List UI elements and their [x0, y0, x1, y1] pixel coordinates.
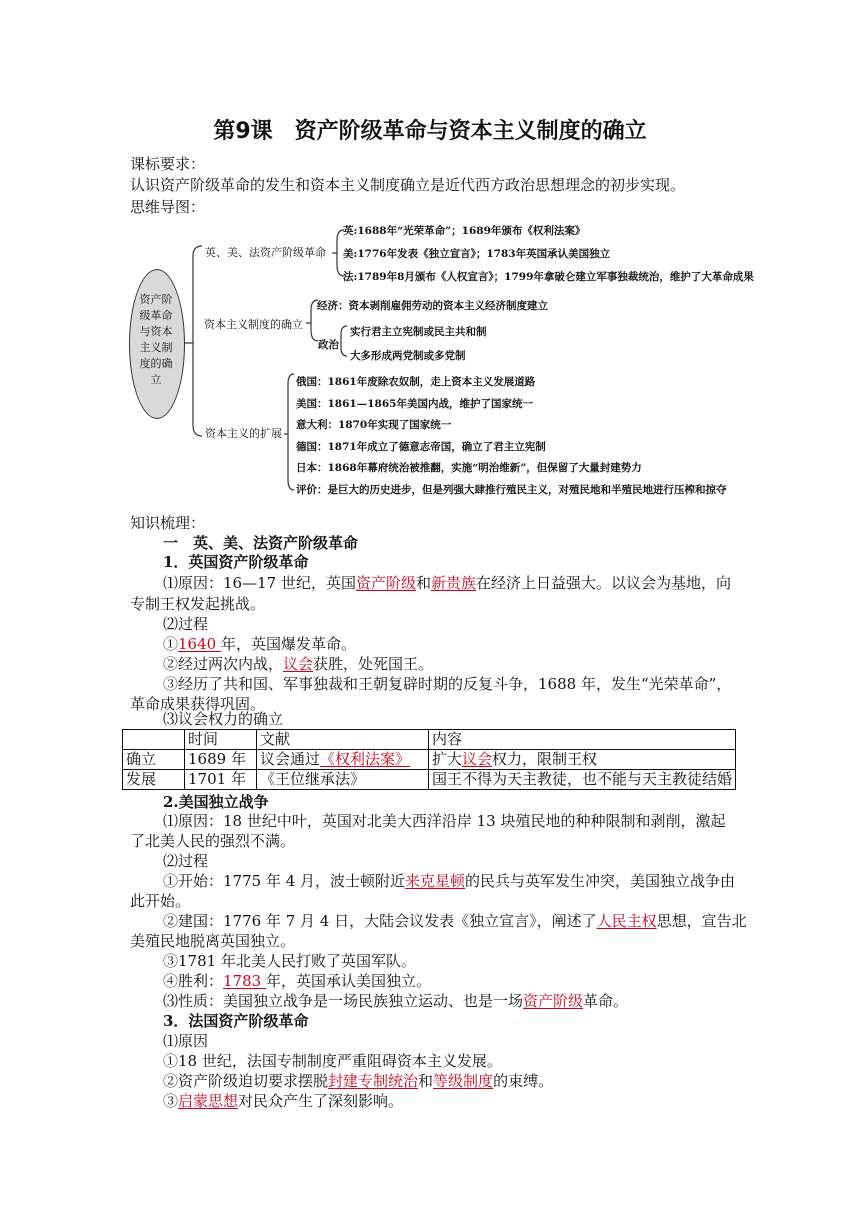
paragraph: ⑴原因：18 世纪中叶，英国对北美大西洋沿岸 13 块殖民地的种种限制和剥削，激起 [163, 812, 726, 830]
table-header-cell: 时间 [185, 730, 257, 750]
table-row [123, 770, 736, 790]
paragraph: 美殖民地脱离英国独立。 [130, 932, 296, 950]
paragraph: ②经过两次内战，议会获胜，处死国王。 [163, 655, 434, 673]
mindmap-label: 思维导图： [130, 198, 206, 216]
politics-bracket [341, 326, 347, 356]
paragraph: ⑵过程 [163, 615, 209, 633]
table-header-cell: 内容 [429, 730, 736, 750]
table-cell: 议会通过《权利法案》 [257, 750, 429, 770]
b2-economy: 经济：资本剥削雇佣劳动的资本主义经济制度建立 [317, 300, 548, 312]
subsection-heading: 1．英国资产阶级革命 [163, 553, 309, 571]
parliament-table [122, 729, 736, 790]
b3-item: 评价：是巨大的历史进步，但是列强大肆推行殖民主义，对殖民地和半殖民地进行压榨和掠夺 [296, 484, 727, 496]
table-header-cell [123, 730, 185, 750]
table-header-row [123, 730, 736, 750]
mindmap-center-label: 资产阶级革命与资本主义制度的确立 [139, 293, 173, 386]
paragraph: ①开始：1775 年 4 月，波士顿附近来克星顿的民兵与英军发生冲突，美国独立战争由 [163, 872, 736, 890]
paragraph: ⑴原因：16—17 世纪，英国资产阶级和新贵族在经济上日益强大。以议会为基地，向 [163, 574, 732, 592]
paragraph: ②资产阶级迫切要求摆脱封建专制统治和等级制度的束缚。 [163, 1072, 554, 1090]
paragraph: ②建国：1776 年 7 月 4 日，大陆会议发表《独立宣言》，阐述了人民主权思想，宣告北 [163, 912, 747, 930]
paragraph: ④胜利：1783 年，英国承认美国独立。 [163, 972, 431, 990]
table-cell: 《王位继承法》 [257, 770, 429, 790]
subsection-heading: 3．法国资产阶级革命 [163, 1012, 309, 1030]
paragraph: ⑵过程 [163, 852, 209, 870]
requirement-label: 课标要求： [130, 155, 206, 173]
b3-label: 资本主义的扩展 [205, 427, 282, 440]
b3-item: 德国：1871年成立了德意志帝国，确立了君主立宪制 [296, 441, 546, 453]
knowledge-label: 知识梳理： [130, 514, 206, 532]
table-cell: 发展 [123, 770, 185, 790]
b3-item: 美国：1861—1865年美国内战，维护了国家统一 [296, 398, 533, 410]
b2-politics-item: 大多形成两党制或多党制 [350, 350, 466, 362]
b2-label: 资本主义制度的确立 [204, 318, 303, 331]
paragraph: 此开始。 [130, 892, 191, 910]
main-bracket [193, 246, 202, 436]
paragraph: ③启蒙思想对民众产生了深刻影响。 [163, 1092, 404, 1110]
table-cell: 1689 年 [185, 750, 257, 770]
paragraph: 专制王权发起挑战。 [130, 595, 266, 613]
table-cell: 扩大议会权力，限制王权 [429, 750, 736, 770]
section-heading: 一 英、美、法资产阶级革命 [163, 534, 359, 552]
b3-bracket [288, 374, 294, 490]
paragraph: ⑴原因 [163, 1032, 209, 1050]
b3-item: 意大利：1870年实现了国家统一 [296, 419, 452, 431]
paragraph: ⑶议会权力的确立 [163, 710, 284, 728]
table-cell: 国王不得为天主教徒，也不能与天主教徒结婚 [429, 770, 736, 790]
requirement-text: 认识资产阶级革命的发生和资本主义制度确立是近代西方政治思想理念的初步实现。 [130, 176, 686, 194]
table-cell: 1701 年 [185, 770, 257, 790]
b3-item: 日本：1868年幕府统治被推翻，实施“明治维新”，但保留了大量封建势力 [296, 462, 642, 474]
b1-item: 美:1776年发表《独立宣言》；1783年英国承认美国独立 [343, 248, 611, 260]
b2-politics-item: 实行君主立宪制或民主共和制 [350, 326, 487, 338]
page-title: 第9课 资产阶级革命与资本主义制度的确立 [213, 119, 647, 144]
table-cell: 确立 [123, 750, 185, 770]
paragraph: ③1781 年北美人民打败了英国军队。 [163, 952, 416, 970]
paragraph: ①1640 年，英国爆发革命。 [163, 635, 356, 653]
b1-label: 英、美、法资产阶级革命 [205, 246, 326, 259]
b3-item: 俄国：1861年废除农奴制，走上资本主义发展道路 [296, 376, 536, 388]
paragraph: ①18 世纪，法国专制制度严重阻碍资本主义发展。 [163, 1052, 502, 1070]
table-row [123, 750, 736, 770]
table-header-cell: 文献 [257, 730, 429, 750]
subsection-heading: 2.美国独立战争 [163, 793, 269, 811]
b1-item: 法:1789年8月颁布《人权宣言》；1799年拿破仑建立军事独裁统治，维护了大革命成果 [343, 271, 754, 283]
paragraph: ③经历了共和国、军事独裁和王朝复辟时期的反复斗争，1688 年，发生“光荣革命”， [163, 675, 732, 693]
b2-politics-label: 政治 [318, 339, 339, 351]
paragraph: ⑶性质：美国独立战争是一场民族独立运动、也是一场资产阶级革命。 [163, 992, 629, 1010]
paragraph: 革命成果获得巩固。 [130, 695, 266, 713]
b1-item: 英:1688年“光荣革命”；1689年颁布《权利法案》 [343, 225, 586, 237]
paragraph: 了北美人民的强烈不满。 [130, 832, 296, 850]
